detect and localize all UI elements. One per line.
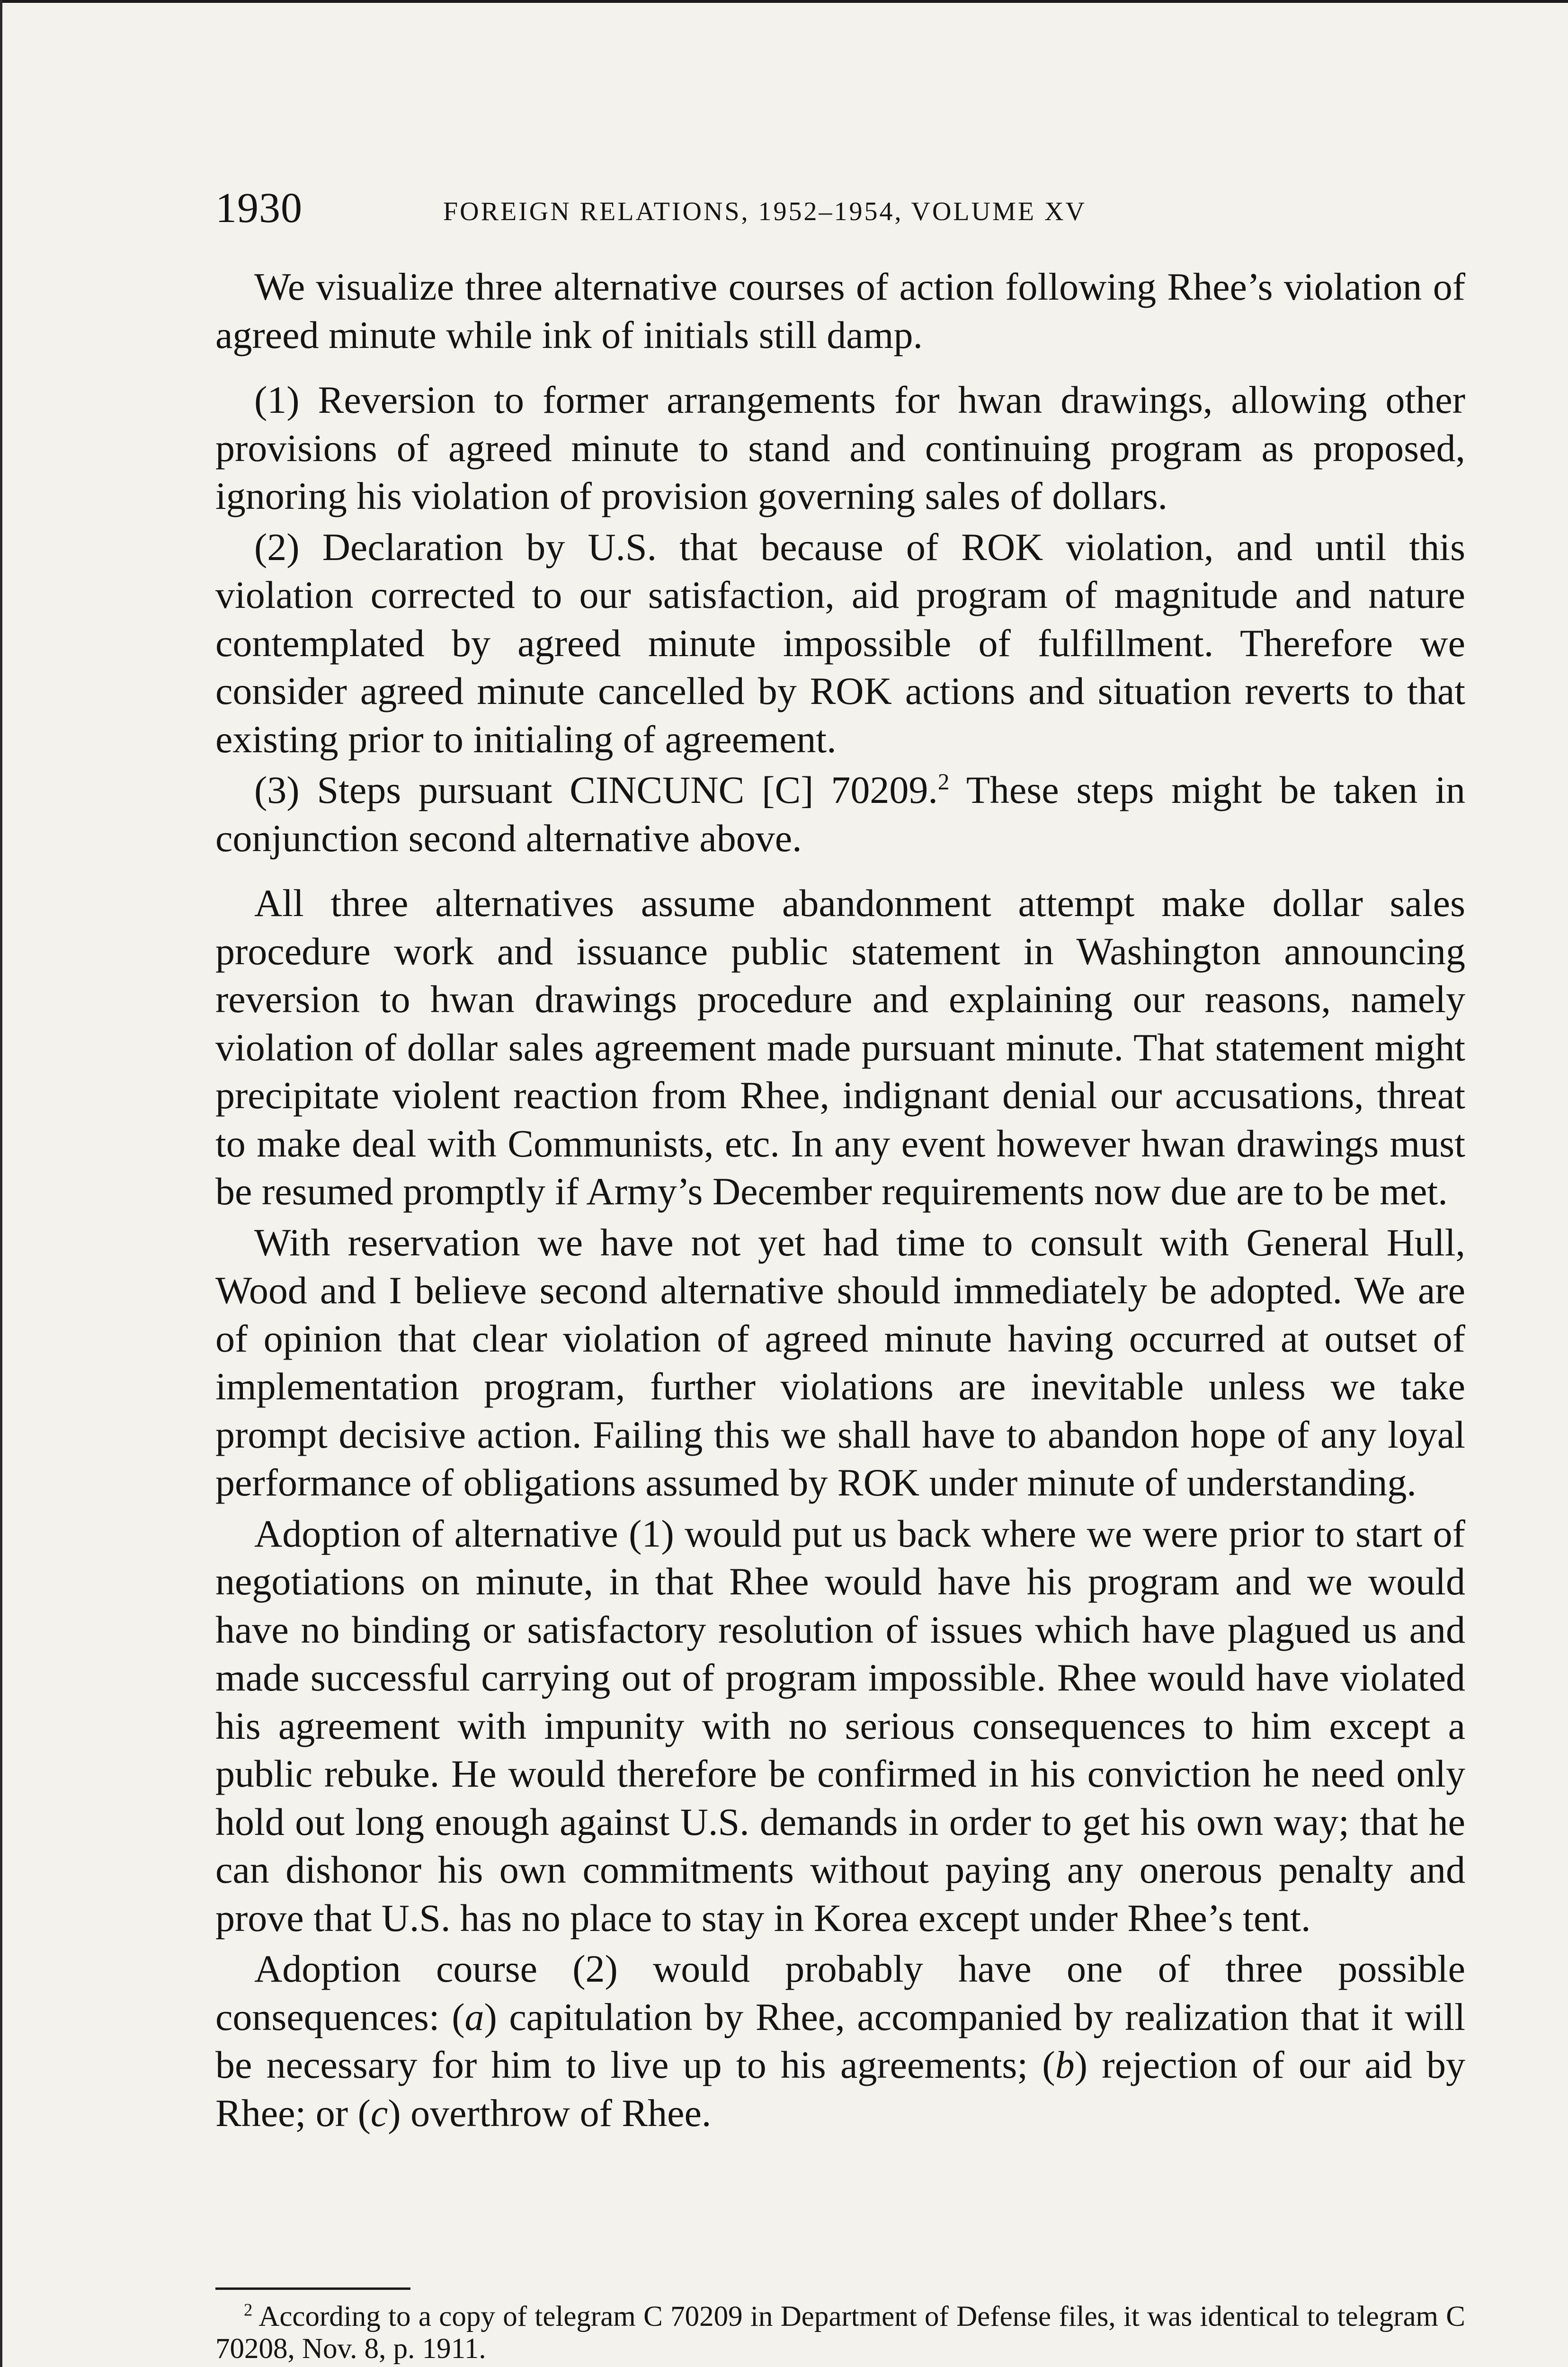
footnote-reference: 2 xyxy=(937,768,950,795)
paragraph-recommendation: With reservation we have not yet had time to consult with General Hull, Wood and I believe second alternative should immediately be adopted. We are of opinion that clear violation of agreed minute having occurred at outset of implementation program, further violations are inevitable unless we take prompt decisive action. Failing this we shall have to abandon hope of any loyal performance of obligations assumed by ROK under minute of understanding. xyxy=(215,1220,1465,1504)
consequence-marker-c: c xyxy=(370,2091,388,2135)
consequence-marker-b: b xyxy=(1055,2043,1075,2086)
body-text xyxy=(215,263,1465,2137)
paragraph-alternative-1: (1) Reversion to former arrangements for hwan drawings, allowing other provisions of agreed minute to stand and continuing program as proposed, ignoring his violation of provision governing sales of dollars. xyxy=(215,378,1465,517)
page-number: 1930 xyxy=(215,185,303,231)
paragraph-alternative-2: (2) Declaration by U.S. that because of ROK violation, and until this violation corrected to our satisfaction, aid program of magnitude and nature contemplated by agreed minute impossible of fulfillment. Therefore we consider agreed minute cancelled by ROK actions and situation reverts to that existing prior to initialing of agreement. xyxy=(215,525,1465,761)
paragraph-alternative-1-analysis: Adoption of alternative (1) would put us back where we were prior to start of negotiations on minute, in that Rhee would have his program and we would have no binding or satisfactory resolution of issues which have plagued us and made successful carrying out of program impossible. Rhee would have violated his agreement with impunity with no serious consequences to him except a public rebuke. He would therefore be confirmed in his conviction he need only hold out long enough against U.S. demands in order to get his own way; that he can dishonor his own commitments without paying any onerous penalty and prove that U.S. has no place to stay in Korea except under Rhee’s tent. xyxy=(215,1512,1465,1940)
footnote xyxy=(215,2301,1465,2365)
consequences-text-b: ) capitulation by Rhee, accompanied by realization that it will be necessary for him to live up to his agreements; ( xyxy=(215,1995,1465,2086)
page-header xyxy=(215,182,1352,234)
paragraph-alternative-2-analysis xyxy=(215,1945,1465,2137)
footnote-divider xyxy=(215,2287,410,2290)
alternative-3-text-b: These steps might be taken in conjunction second alternative above. xyxy=(215,768,1465,860)
paragraph-1: We visualize three alternative courses of action following Rhee’s violation of agreed minute while ink of initials still damp. xyxy=(215,265,1465,356)
alternative-3-text-a: (3) Steps pursuant CINCUNC [C] 70209. xyxy=(254,768,938,811)
consequences-text-a: Adoption course (2) would probably have one of three possible consequences: ( xyxy=(215,1947,1465,2038)
consequence-marker-a: a xyxy=(464,1995,484,2038)
paragraph-alternative-3 xyxy=(215,766,1465,862)
left-edge-rule xyxy=(0,0,2,2367)
paragraph-assumptions: All three alternatives assume abandonment attempt make dollar sales procedure work and issuance public statement in Washington announcing reversion to hwan drawings procedure and explaining our reasons, namely violation of dollar sales agreement made pursuant minute. That statement might precipitate violent reaction from Rhee, indignant denial our accusations, threat to make deal with Communists, etc. In any event however hwan drawings must be resumed promptly if Army’s December requirements now due are to be met. xyxy=(215,881,1465,1213)
footnote-text: According to a copy of telegram C 70209 in Department of Defense files, it was identical to telegram C 70208, Nov. 8, p. 1911. xyxy=(215,2301,1465,2365)
footnote-marker: 2 xyxy=(244,2300,253,2320)
running-head: FOREIGN RELATIONS, 1952–1954, VOLUME XV xyxy=(443,197,1087,226)
consequences-text-d: ) overthrow of Rhee. xyxy=(388,2091,712,2135)
consequences-text-c: ) rejection of our aid by Rhee; or ( xyxy=(215,2043,1465,2135)
top-edge-rule xyxy=(0,0,1568,3)
